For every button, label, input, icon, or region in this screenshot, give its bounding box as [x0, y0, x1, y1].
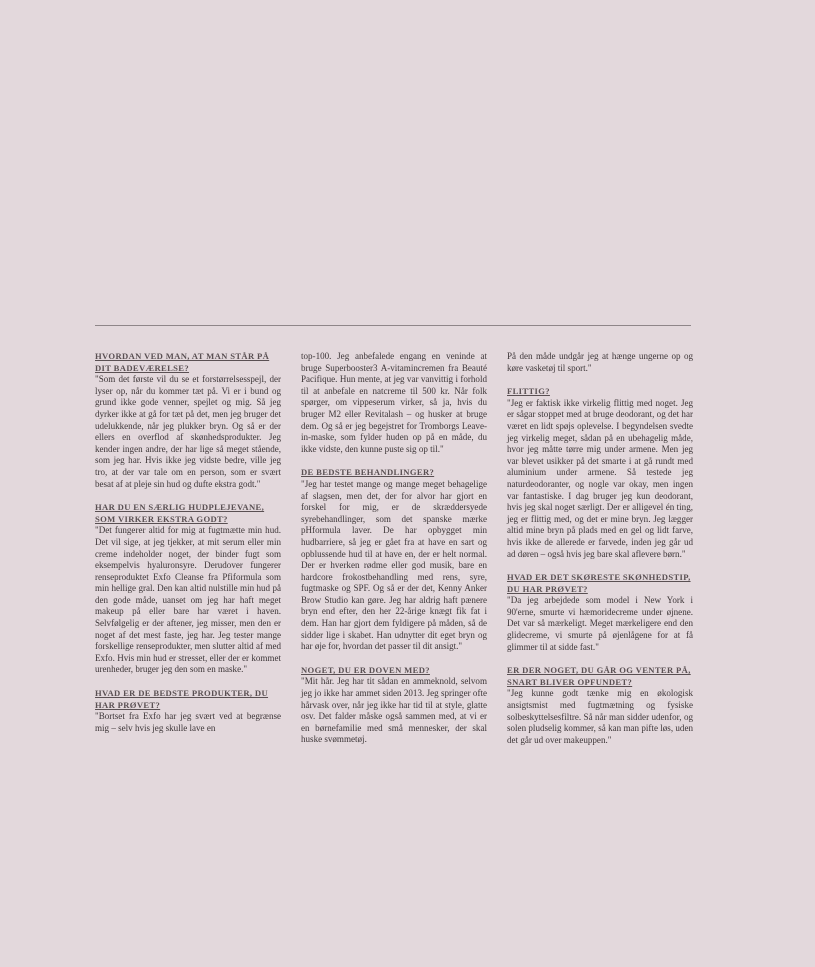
question-heading: HVORDAN VED MAN, AT MAN STÅR PÅ DIT BADEVÆRELSE?	[95, 351, 270, 373]
article-column-3	[507, 351, 693, 746]
answer-text: "Jeg har testet mange og mange meget behagelige af slagsen, men det, der for alvor har gjort en forskel for mig, er de skræddersyede syrebehandlinger, som det spanske mærke pHformula laver. De har opbygget min hudbarriere, så jeg er gået fra at have en sart og opblussende hud til at have en, der er helt normal. Der er hverken rødme eller god musik, bare en hardcore frokostbehandling med rens, syre, fugtmaske og SPF. Og så er der det, Kenny Anker Brow Studio kan gøre. Jeg har aldrig haft pænere bryn end efter, den her 22-årige knægt fik fat i dem. Han har gjort dem fyldigere på måden, så de sidder lige i skabet. Han udnytter dit eget bryn og har øje for, hvordan det passer til dit ansigt."	[301, 478, 487, 652]
answer-text: "Da jeg arbejdede som model i New York i 90'erne, smurte vi hæmoridecreme under øjnene. Det var så mærkeligt. Meget mærkeligere end den glidecreme, vi smurte på øjenlågene for at få glimmer til at sidde fast."	[507, 595, 693, 652]
section-divider	[95, 325, 691, 326]
answer-text: "Bortset fra Exfo har jeg svært ved at begrænse mig – selv hvis jeg skulle lave en	[95, 711, 281, 733]
answer-text: "Mit hår. Jeg har tit sådan en ammeknold, selvom jeg jo ikke har ammet siden 2013. Jeg springer ofte hårvask over, når jeg ikke har tid til at style, glatte osv. Det falder måske også sammen med, at vi er en børnefamilie med små mennesker, der skal huske svømmetøj.	[301, 676, 487, 745]
answer-text: På den måde undgår jeg at hænge ungerne op og køre vasketøj til sport."	[507, 351, 693, 373]
answer-text: "Jeg er faktisk ikke virkelig flittig med noget. Jeg er sågar stoppet med at bruge deodorant, og det har været en lidt spøjs oplevelse. I begyndelsen svedte jeg virkelig meget, sådan på en ubehagelig måde, hvor jeg måtte tørre mig under armene. Men jeg var blevet usikker på det smarte i at gå rundt med aluminium under armene. Så testede jeg naturdeodoranter, og nogle var okay, men ingen var fantastiske. I dag bruger jeg kun deodorant, hvis jeg skal noget særligt. Der er alligevel én ting, jeg er flittig med, og det er mine bryn. Jeg lægger altid mine bryn på plads med en gel og lidt farve, hvis ikke de allerede er farvede, inden jeg går ud ad døren – også hvis jeg bare skal aflevere børn."	[507, 397, 693, 559]
answer-text: "Som det første vil du se et forstørrelsesspejl, der lyser op, når du kommer tæt på. Vi er i bund og grund ikke gode venner, spejlet og mig. Så jeg dyrker ikke at gå for tæt på det, men jeg bruger det udelukkende, når jeg plukker bryn. Og så er der ellers en overflod af skønhedsprodukter. Jeg kender ingen andre, der har lige så meget stående, som jeg har. Hvis ikke jeg vidste bedre, ville jeg tro, at der var tale om en person, som er svært besat af at pleje sin hud og dufte ekstra godt."	[95, 374, 281, 489]
question-heading: HVAD ER DET SKØRESTE SKØNHEDSTIP, DU HAR PRØVET?	[507, 572, 691, 594]
answer-text: "Det fungerer altid for mig at fugtmætte min hud. Det vil sige, at jeg tjekker, at mit serum eller min creme indeholder noget, der binder fugt som eksempelvis hyaluronsyre. Derudover fungerer renseproduktet Exfo Cleanse fra Pfiformula som min hellige gral. Den kan altid nulstille min hud på den gode måde, uanset om jeg har haft meget makeup på eller bare har været i haven. Selvfølgelig er der aftener, jeg misser, men den er noget af det mest faste, jeg har. Jeg tester mange forskellige renseprodukter, men slutter altid af med Exfo. Hvis min hud er stresset, eller der er kommet urenheder, bruger jeg den som en maske."	[95, 525, 281, 675]
question-heading: DE BEDSTE BEHANDLINGER?	[301, 467, 435, 478]
question-heading: NOGET, DU ER DOVEN MED?	[301, 664, 430, 675]
question-heading: ER DER NOGET, DU GÅR OG VENTER PÅ, SNART BLIVER OPFUNDET?	[507, 665, 691, 687]
answer-text: top-100. Jeg anbefalede engang en veninde at bruge Superbooster3 A-vitamincremen fra Beauté Pacifique. Hun mente, at jeg var vanvittig i forhold til at anbefale en natcreme til 500 kr. Når folk spørger, om vippeserum virker, så ja, hvis du bruger M2 eller Revitalash – og husker at bruge dem. Og så er jeg begejstret for Tromborgs Leave-in-maske, som fylder huden op på en måde, du ikke vidste, den kunne puste sig op til."	[301, 351, 487, 454]
answer-text: "Jeg kunne godt tænke mig en økologisk ansigtsmist med fugtmætning og fysiske solbeskyttelsesfiltre. Så når man sidder udenfor, og solen pludselig kommer, så kan man pifte løs, uden det går ud over makeuppen."	[507, 688, 693, 745]
article-column-1	[95, 351, 281, 734]
question-heading: HAR DU EN SÆRLIG HUDPLEJEVANE, SOM VIRKER EKSTRA GODT?	[95, 502, 265, 524]
question-heading: HVAD ER DE BEDSTE PRODUKTER, DU HAR PRØVET?	[95, 688, 269, 710]
article-column-2	[301, 351, 487, 746]
question-heading: FLITTIG?	[507, 386, 550, 397]
